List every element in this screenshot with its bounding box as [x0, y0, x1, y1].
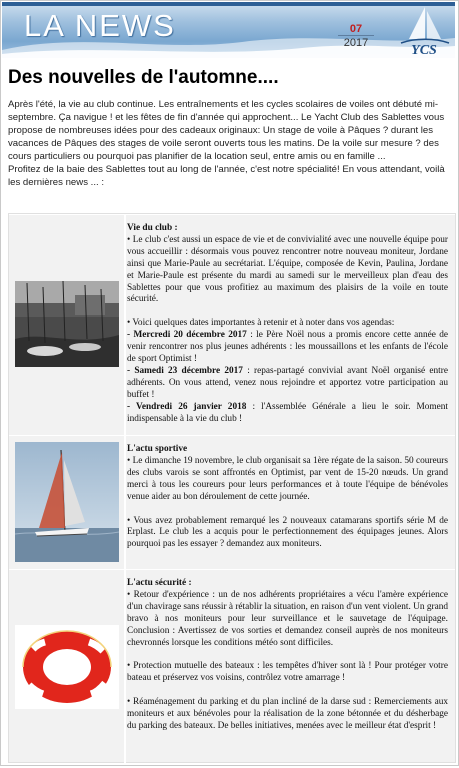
articles-table	[8, 213, 456, 763]
logo-text: YCS	[411, 43, 437, 57]
date-label: - Samedi 23 décembre 2017	[127, 365, 243, 376]
article-paragraph: • Protection mutuelle des bateaux : les tempêtes d'hiver sont là ! Pour protéger votre bateau et préservez vos voisins, contrôlez votre amarrage !	[127, 661, 448, 684]
newsletter-header	[2, 2, 455, 58]
date-text: : repas-partagé convivial avant Noël organisé entre adhérents. On vous attend, venez nous rejoindre et apportez votre participation au buffet !	[127, 365, 448, 400]
article-paragraph: • Réaménagement du parking et du plan incliné de la darse sud : Remerciements aux moniteurs et aux bénévoles pour la réalisation de la zone bétonnée et du désherbage du parking des bateaux. De belles initiatives, menées avec le meilleur état d'esprit !	[127, 697, 448, 732]
article-row-club	[9, 214, 455, 435]
article-text	[127, 223, 448, 426]
image-cell	[9, 436, 126, 569]
date-item	[127, 402, 448, 426]
issue-badge	[338, 23, 374, 50]
article-title: Vie du club :	[127, 223, 178, 233]
article-paragraph: • Vous avez probablement remarqué les 2 nouveaux catamarans sportifs série M de Erplast. Le club les a acquis pour le perfectionnement des équipages jeunes. Alors pourquoi pas les essayer ? demandez aux moniteurs.	[127, 515, 448, 550]
intro-text	[8, 98, 448, 189]
image-cell	[9, 215, 126, 435]
intro-paragraph: Après l'été, la vie au club continue. Les entraînements et les cycles scolaires de voiles ont débuté mi-septembre. Ça navigue ! et les fêtes de fin d'année qui approchent... Le Yacht Club des Sablettes vous propose de nombreuses idées pour des cadeaux originaux: Un stage de voile à Pâques ? durant les vacances de Pâques des stages de voile seront ouverts tous les matins. De la voile sur mesure ? des cours particuliers ou pourquoi pas planifier de la location seul, entre amis ou en famille ...	[8, 99, 445, 162]
page-title: Des nouvelles de l'automne....	[8, 67, 279, 88]
newsletter-title: LA NEWS	[24, 8, 176, 43]
article-title: L'actu sportive	[127, 444, 188, 454]
catamaran-photo	[15, 442, 119, 562]
article-paragraph: • Voici quelques dates importantes à retenir et à noter dans vos agendas:	[127, 318, 395, 329]
date-item	[127, 330, 448, 366]
lifebuoy-icon	[15, 625, 119, 709]
intro-paragraph: Profitez de la baie des Sablettes tout au long de l'année, c'est notre spécialité! En vous attendant, voilà les dernières news ... :	[8, 164, 445, 188]
article-paragraph: • Retour d'expérience : un de nos adhérents propriétaires a vécu l'amère expérience d'un chavirage sans réussir à rétablir la situation, en raison d'un vent violent. Un grand bravo à nos moniteurs pour leur surveillance et le sauvetage de l'équipage. Conclusion : Avertissez de vos sorties et demandez conseil auprès de nos moniteurs chevronnés lorsque les conditions météo sont difficiles.	[127, 589, 448, 648]
article-text	[127, 578, 448, 733]
article-title: L'actu sécurité :	[127, 578, 192, 588]
date-label: - Mercredi 20 décembre 2017	[127, 330, 247, 341]
date-label: - Vendredi 26 janvier 2018	[127, 401, 247, 412]
ycs-logo-icon	[395, 5, 453, 57]
issue-year: 2017	[343, 37, 369, 49]
image-cell	[9, 570, 126, 763]
date-item	[127, 366, 448, 402]
harbor-photo	[15, 281, 119, 367]
date-text: : le Père Noël nous a promis encore cette année de venir rencontrer nos plus jeunes adhérents : les moussaillons et les enfants de l'école de sport Optimist !	[127, 330, 448, 365]
article-row-sport	[9, 435, 455, 569]
article-paragraph: • Le club c'est aussi un espace de vie et de convivialité avec une nouvelle équipe pour vous accueillir : désormais vous pouvez rencontrer notre nouveau moniteur, Jordane ainsi que Marie-Paule au secrétariat. L'équipe, composée de Kevin, Paulina, Jordane et Marie-Paule est présente du mardi au samedi sur le merveilleux plan d'eau des Sablettes pour que vous profitiez au maximum des plaisirs de la voile en toute sécurité.	[127, 234, 448, 305]
article-row-safety	[9, 569, 455, 763]
issue-number: 07	[338, 23, 374, 36]
article-text	[127, 444, 448, 551]
date-text: : l'Assemblée Générale a lieu le soir. Moment indispensable à la vie du club !	[127, 401, 448, 424]
article-paragraph: • Le dimanche 19 novembre, le club organisait sa 1ère régate de la saison. 50 coureurs des clubs varois se sont affrontés en Optimist, par vent de 15-20 nœuds. Un grand merci à tous les coureurs pour leurs performances et à toute l'équipe de bénévoles venue aider au bon déroulement de cette journée.	[127, 455, 448, 502]
